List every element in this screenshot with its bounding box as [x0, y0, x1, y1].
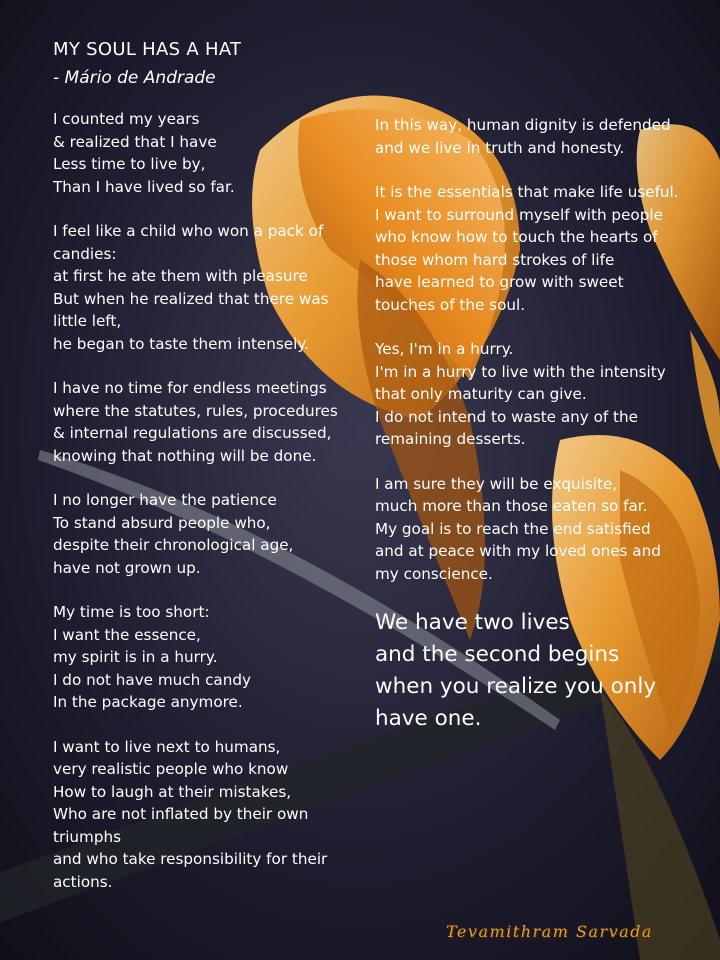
poem-title: MY SOUL HAS A HAT — [53, 39, 242, 60]
artist-signature: Tevamithram Sarvada — [446, 922, 653, 941]
poem-left-column — [53, 38, 353, 915]
poem-stanza: I feel like a child who won a pack of candies: at first he ate them with pleasure But when he realized that there was little left, he began to taste them intensely. — [53, 222, 329, 353]
poem-closing-quote: We have two lives and the second begins when you realize you only have one. — [375, 610, 657, 731]
poem-stanza: I no longer have the patience To stand absurd people who, despite their chronological age, have not grown up. — [53, 491, 294, 577]
poem-stanza: Yes, I'm in a hurry. I'm in a hurry to live with the intensity that only maturity can give. I do not intend to waste any of the remaining desserts. — [375, 340, 666, 448]
poem-stanza: My time is too short: I want the essence, my spirit is in a hurry. I do not have much candy In the package anymore. — [53, 603, 251, 711]
poem-stanza: I have no time for endless meetings where the statutes, rules, procedures & internal regulations are discussed, knowing that nothing will be done. — [53, 379, 338, 465]
poem-author: - Mário de Andrade — [53, 68, 216, 88]
poem-stanza: I counted my years & realized that I have Less time to live by, Than I have lived so far. — [53, 110, 235, 196]
poem-stanza: I am sure they will be exquisite, much more than those eaten so far. My goal is to reach the end satisfied and at peace with my loved ones and my conscience. — [375, 474, 661, 583]
poem-stanza: I want to live next to humans, very realistic people who know How to laugh at their mistakes, Who are not inflated by their own triumphs and who take responsibility for their actions. — [53, 737, 328, 891]
poem-right-column — [375, 114, 695, 735]
poem-stanza: It is the essentials that make life useful. I want to surround myself with people who know how to touch the hearts of those whom hard strokes of life have learned to grow with sweet touches of the soul. — [375, 183, 679, 314]
poem-stanza: In this way, human dignity is defended and we live in truth and honesty. — [375, 116, 671, 157]
